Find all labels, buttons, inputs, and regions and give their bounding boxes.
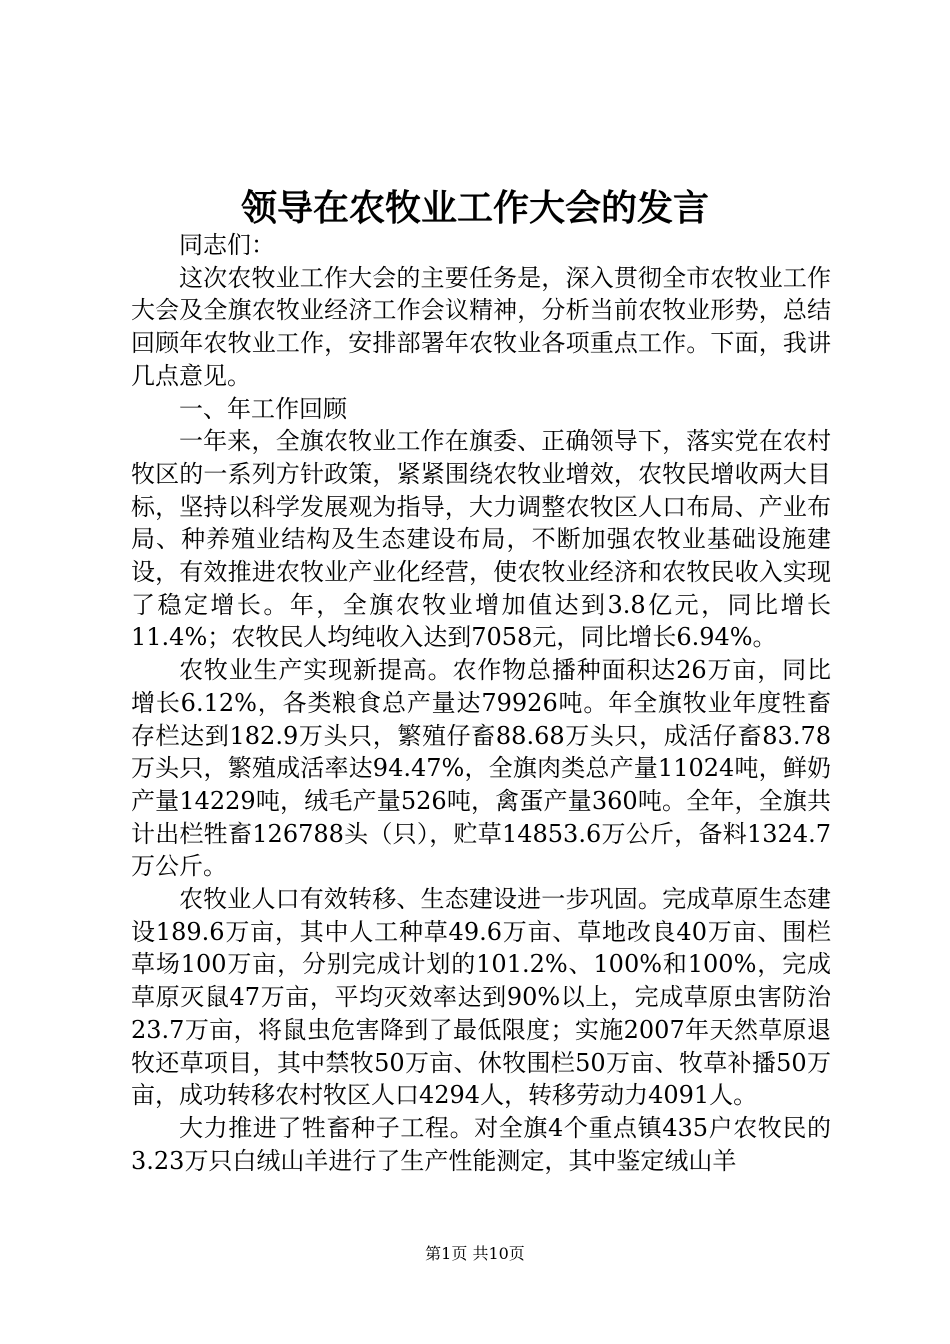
paragraph-production: 农牧业生产实现新提高。农作物总播种面积达26万亩，同比增长6.12%，各类粮食总产量达79926吨。年全旗牧业年度牲畜存栏达到182.9万头只，繁殖仔畜88.68万头只，成活仔畜83.78万头只，繁殖成活率达94.47%，全旗肉类总产量11024吨，鲜奶产量14229吨，绒毛产量526吨，禽蛋产量360吨。全年，全旗共计出栏牲畜126788头（只），贮草14853.6万公斤，备料1324.7万公斤。	[131, 656, 831, 881]
section-heading: 一、年工作回顾	[179, 394, 347, 423]
paragraph-intro: 这次农牧业工作大会的主要任务是，深入贯彻全市农牧业工作大会及全旗农牧业经济工作会议精神，分析当前农牧业形势，总结回顾年农牧业工作，安排部署年农牧业各项重点工作。下面，我讲几点意见。	[131, 263, 831, 390]
page-number: 第1页 共10页	[425, 1244, 525, 1263]
document-body	[131, 229, 831, 1177]
paragraph-ecology: 农牧业人口有效转移、生态建设进一步巩固。完成草原生态建设189.6万亩，其中人工种草49.6万亩、草地改良40万亩、围栏草场100万亩，分别完成计划的101.2%、100%和100%，完成草原灭鼠47万亩，平均灭效率达到90%以上，完成草原虫害防治23.7万亩，将鼠虫危害降到了最低限度；实施2007年天然草原退牧还草项目，其中禁牧50万亩、休牧围栏50万亩、牧草补播50万亩，成功转移农村牧区人口4294人，转移劳动力4091人。	[131, 885, 831, 1110]
paragraph-review: 一年来，全旗农牧业工作在旗委、正确领导下，落实党在农村牧区的一系列方针政策，紧紧围绕农牧业增效，农牧民增收两大目标，坚持以科学发展观为指导，大力调整农牧区人口布局、产业布局、种养殖业结构及生态建设布局，不断加强农牧业基础设施建设，有效推进农牧业产业化经营，使农牧业经济和农牧民收入实现了稳定增长。年，全旗农牧业增加值达到3.8亿元，同比增长11.4%；农牧民人均纯收入达到7058元，同比增长6.94%。	[131, 427, 831, 652]
paragraph-breeding: 大力推进了牲畜种子工程。对全旗4个重点镇435户农牧民的3.23万只白绒山羊进行了生产性能测定，其中鉴定绒山羊	[131, 1113, 831, 1175]
salutation: 同志们：	[179, 231, 275, 259]
document-title: 领导在农牧业工作大会的发言	[240, 187, 709, 229]
